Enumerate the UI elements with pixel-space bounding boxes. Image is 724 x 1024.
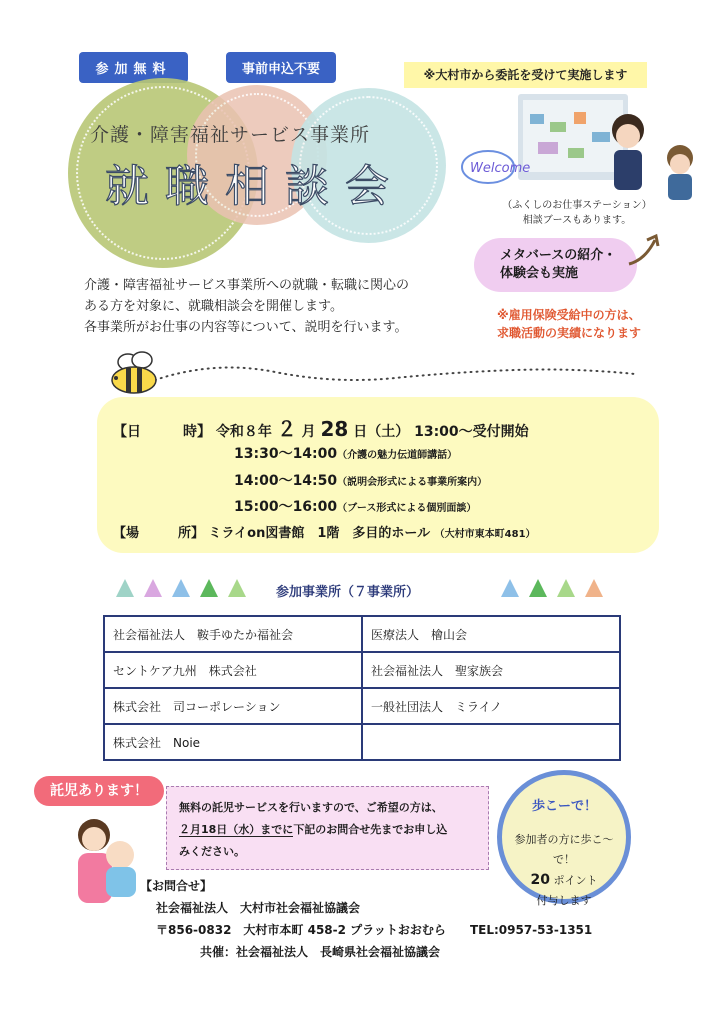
schedule-desc: （介護の魅力伝道師講話） [337, 450, 458, 461]
table-cell: 一般社団法人 ミライノ [362, 688, 620, 724]
table-row [104, 616, 620, 652]
date-era: 令和８年 [215, 424, 272, 440]
place-address: （大村市東本町481） [434, 529, 536, 540]
entrust-note: ※大村市から委託を受けて実施します [404, 62, 647, 88]
walk-line3: 付与します [536, 894, 592, 907]
contact-section [140, 875, 592, 963]
schedule-item [234, 443, 457, 463]
table-cell: セントケア九州 株式会社 [104, 652, 362, 688]
tree-decoration-icon [500, 578, 610, 598]
employment-note-line2: 求職活動の実績になります [497, 326, 642, 340]
contact-label: 【お問合せ】 [140, 879, 213, 893]
schedule-desc: （説明会形式による事業所案内） [337, 477, 488, 488]
participants-title: 参加事業所（７事業所） [276, 585, 420, 600]
intro-line3: 各事業所がお仕事の内容等について、説明を行います。 [84, 320, 408, 335]
walk-points-unit: ポイント [553, 874, 598, 887]
reception-time: 13:00～受付開始 [414, 424, 529, 440]
page-title: 就職相談会 [105, 161, 405, 212]
month-unit: 月 [301, 424, 316, 440]
metaverse-illustration [458, 92, 708, 200]
schedule-time: 14:00～14:50 [234, 473, 338, 489]
metaverse-caption-line2: 相談ブースもあります。 [522, 215, 632, 226]
intro-text [84, 275, 409, 338]
mother-and-child-illustration [62, 815, 152, 907]
table-cell: 社会福祉法人 鞍手ゆたか福祉会 [104, 616, 362, 652]
contact-org: 社会福祉法人 大村市社会福祉協議会 [156, 901, 361, 915]
table-cell: 医療法人 檜山会 [362, 616, 620, 652]
nursery-line2 [179, 819, 476, 841]
metaverse-caption-line1: （ふくしのお仕事ステーション） [502, 200, 652, 211]
contact-cohost: 共催：社会福祉法人 長崎県社会福祉協議会 [200, 945, 441, 959]
table-row [104, 688, 620, 724]
place-label: 【場 所】 [113, 526, 205, 541]
participants-table [103, 615, 621, 761]
event-date-line [113, 413, 529, 442]
contact-tel: TEL:0957-53-1351 [469, 923, 593, 937]
table-row [104, 652, 620, 688]
date-day: 28 [320, 417, 349, 441]
contact-address-line [140, 919, 592, 941]
nursery-line2-rest: 下記のお問合せ先までお申し込 [293, 823, 448, 836]
dotted-path-decoration [155, 360, 635, 400]
schedule-time: 15:00～16:00 [234, 499, 338, 515]
tree-decoration-icon [115, 578, 250, 598]
table-cell: 株式会社 Noie [104, 724, 362, 760]
schedule-time: 13:30～14:00 [234, 446, 338, 462]
walk-app-logo: 歩こーで！ [532, 799, 598, 814]
page-subtitle: 介護・障害福祉サービス事業所 [90, 124, 371, 146]
table-row [104, 724, 620, 760]
date-month: ２ [276, 417, 297, 441]
free-participation-badge: 参加無料 [79, 52, 188, 83]
table-cell: 社会福祉法人 聖家族会 [362, 652, 620, 688]
date-label: 【日 時】 [113, 424, 211, 440]
nursery-bubble: 託児あります！ [34, 776, 164, 806]
place-name: ミライon図書館 1階 多目的ホール [208, 526, 431, 541]
schedule-item [234, 470, 487, 490]
nursery-deadline: ２月18日（水）までに [179, 823, 294, 836]
welcome-logo-text: Welcome [470, 161, 531, 176]
walk-line1: 参加者の方に歩こ～で！ [514, 833, 614, 866]
employment-insurance-note [497, 306, 641, 342]
metaverse-caption [497, 198, 657, 228]
schedule-item [234, 496, 476, 516]
table-cell: 株式会社 司コーポレーション [104, 688, 362, 724]
intro-line1: 介護・障害福祉サービス事業所への就職・転職に関心の [84, 278, 410, 293]
schedule-desc: （ブース形式による個別面談） [337, 503, 477, 514]
metaverse-bubble-line2: 体験会も実施 [500, 266, 579, 281]
metaverse-bubble [474, 238, 637, 292]
nursery-info-box [166, 786, 489, 870]
nursery-line1: 無料の託児サービスを行いますので、ご希望の方は、 [179, 801, 443, 814]
walk-points-value: 20 [530, 872, 550, 888]
day-unit: 日（土） [353, 424, 410, 440]
no-application-badge: 事前申込不要 [226, 52, 336, 83]
nursery-line3: みください。 [179, 845, 245, 858]
event-place-line [113, 522, 536, 541]
contact-address: 〒856-0832 大村市本町 458-2 プラットおおむら [156, 923, 446, 937]
metaverse-bubble-line1: メタバースの紹介・ [500, 248, 617, 263]
table-cell [362, 724, 620, 760]
intro-line2: ある方を対象に、就職相談会を開催します。 [84, 299, 343, 314]
curved-arrow-icon [625, 230, 665, 270]
employment-note-line1: ※雇用保険受給中の方は、 [497, 308, 641, 322]
